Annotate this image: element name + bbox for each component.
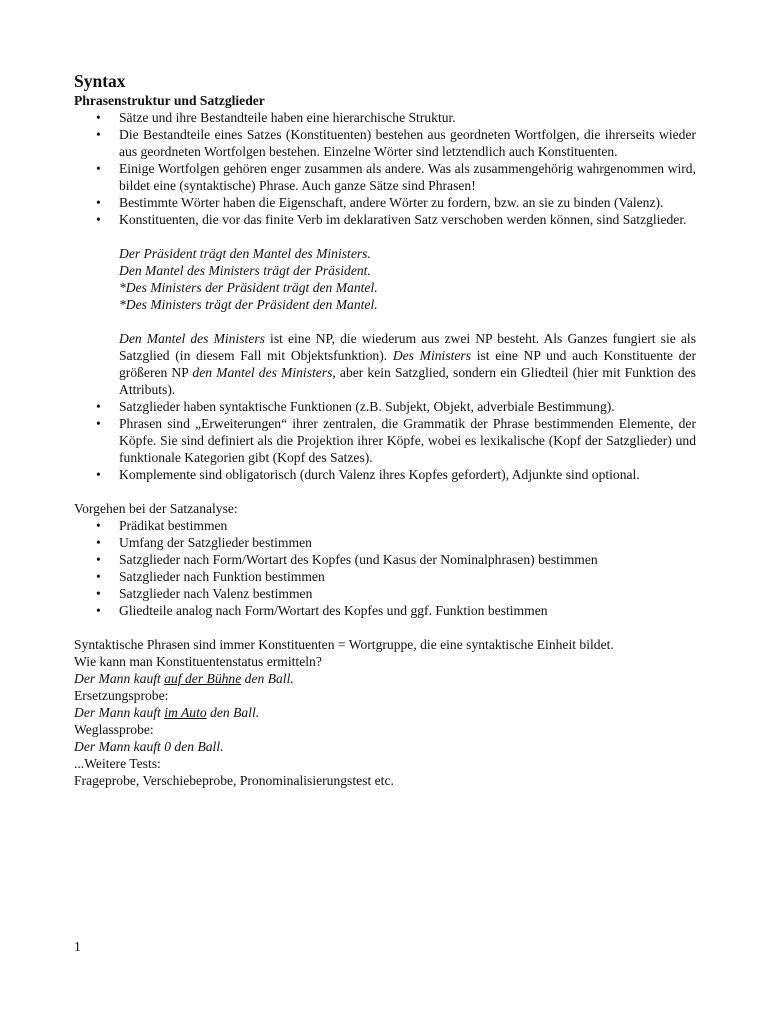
page-content: [74, 70, 696, 789]
page-number: 1: [74, 939, 81, 954]
bullet-icon: •: [96, 416, 101, 431]
list-item: • Satzglieder haben syntaktische Funktionen (z.B. Subjekt, Objekt, adverbiale Bestimmung).: [96, 399, 615, 414]
test-example: Der Mann kauft im Auto den Ball.: [74, 705, 260, 720]
list-item: • Bestimmte Wörter haben die Eigenschaft, andere Wörter zu fordern, bzw. an sie zu binden (Valenz).: [96, 195, 664, 210]
example-sentence: *Des Ministers trägt der Präsident den Mantel.: [119, 297, 378, 312]
list-item: • Komplemente sind obligatorisch (durch Valenz ihres Kopfes gefordert), Adjunkte sind optional.: [96, 467, 640, 482]
bullet-icon: •: [96, 535, 101, 550]
bullet-icon: •: [96, 195, 101, 210]
test-label-ersetzung: Ersetzungsprobe:: [74, 688, 169, 703]
bullet-icon: •: [96, 127, 101, 142]
example-sentences: [74, 245, 696, 313]
list-item: • Prädikat bestimmen: [96, 518, 228, 533]
bullet-icon: •: [96, 586, 101, 601]
list-item: • Einige Wortfolgen gehören enger zusammen als andere. Was als zusammengehörig wahrgenommen wird, bildet eine (syntaktische) Phrase. Auch ganze Sätze sind Phrasen!: [96, 161, 696, 193]
list-item: • Die Bestandteile eines Satzes (Konstituenten) bestehen aus geordneten Wortfolgen, die ihrerseits wieder aus geordneten Wortfolgen bestehen. Einzelne Wörter sind letztendlich auch Konstituenten.: [96, 127, 696, 159]
bullet-list-procedure: [74, 517, 696, 619]
bullet-list-functions: [74, 398, 696, 483]
test-label-weglass: Weglassprobe:: [74, 722, 154, 737]
list-item: • Satzglieder nach Form/Wortart des Kopfes (und Kasus der Nominalphrasen) bestimmen: [96, 552, 598, 567]
list-item: • Sätze und ihre Bestandteile haben eine hierarchische Struktur.: [96, 110, 456, 125]
bullet-icon: •: [96, 467, 101, 482]
bullet-icon: •: [96, 110, 101, 125]
bullet-icon: •: [96, 518, 101, 533]
procedure-intro: Vorgehen bei der Satzanalyse:: [74, 501, 238, 516]
section-heading: Phrasenstruktur und Satzglieder: [74, 93, 265, 108]
list-item: • Phrasen sind „Erweiterungen“ ihrer zentralen, die Grammatik der Phrase bestimmenden Elemente, der Köpfe. Sie sind definiert als die Projektion ihrer Köpfe, wobei es lexikalische (Kopf der Satzglieder) und funktionale Kategorien gibt (Kopf des Satzes).: [96, 416, 696, 465]
bullet-icon: •: [96, 212, 101, 227]
test-example: Der Mann kauft auf der Bühne den Ball.: [74, 671, 294, 686]
tests-question: Wie kann man Konstituentenstatus ermitteln?: [74, 654, 322, 669]
bullet-icon: •: [96, 569, 101, 584]
tests-definition: Syntaktische Phrasen sind immer Konstituenten = Wortgruppe, die eine syntaktische Einheit bildet.: [74, 637, 614, 652]
list-item: • Gliedteile analog nach Form/Wortart des Kopfes und ggf. Funktion bestimmen: [96, 603, 548, 618]
list-item: • Satzglieder nach Valenz bestimmen: [96, 586, 313, 601]
list-item: • Umfang der Satzglieder bestimmen: [96, 535, 312, 550]
further-tests-list: Frageprobe, Verschiebeprobe, Pronominalisierungstest etc.: [74, 773, 394, 788]
list-item: • Satzglieder nach Funktion bestimmen: [96, 569, 325, 584]
list-item: • Konstituenten, die vor das finite Verb im deklarativen Satz verschoben werden können, sind Satzglieder.: [96, 212, 687, 227]
bullet-list-principles: [74, 109, 696, 228]
example-sentence: *Des Ministers der Präsident trägt den Mantel.: [119, 280, 378, 295]
bullet-icon: •: [96, 399, 101, 414]
bullet-icon: •: [96, 603, 101, 618]
example-sentence: Den Mantel des Ministers trägt der Präsident.: [119, 263, 371, 278]
bullet-icon: •: [96, 552, 101, 567]
np-explanation-paragraph: Den Mantel des Ministers ist eine NP, die wiederum aus zwei NP besteht. Als Ganzes fungiert sie als Satzglied (in diesem Fall mit Objektsfunktion). Des Ministers ist eine NP und auch Konstituente der größeren NP den Mantel des Ministers, aber kein Satzglied, sondern ein Gliedteil (hier mit Funktion des Attributs).: [119, 331, 697, 397]
document-title: Syntax: [74, 71, 126, 91]
constituency-tests: [74, 636, 696, 789]
bullet-icon: •: [96, 161, 101, 176]
further-tests-label: ...Weitere Tests:: [74, 756, 161, 771]
test-example: Der Mann kauft 0 den Ball.: [74, 739, 224, 754]
example-sentence: Der Präsident trägt den Mantel des Ministers.: [119, 246, 371, 261]
